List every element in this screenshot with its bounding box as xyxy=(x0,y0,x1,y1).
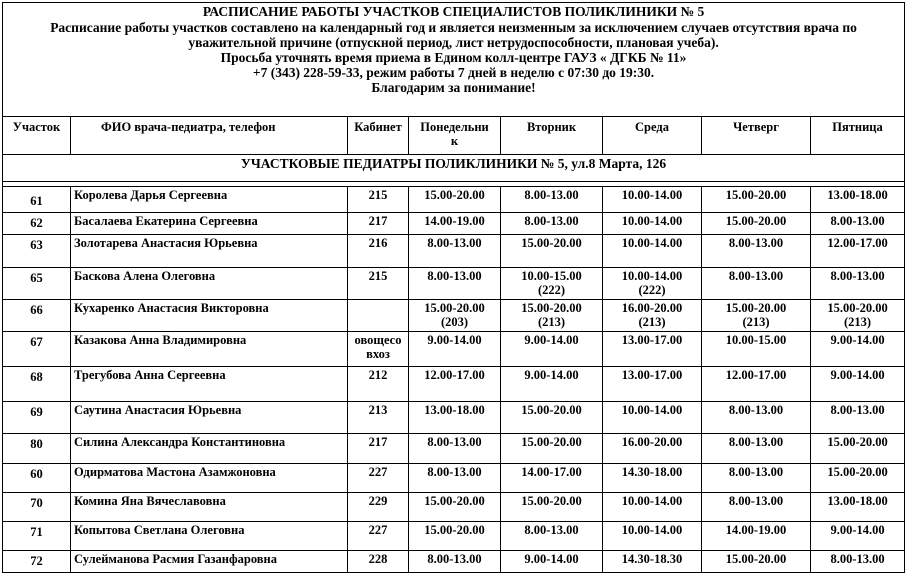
cell-uchastok-value: 61 xyxy=(30,194,43,208)
cell-kabinet-value: 228 xyxy=(368,552,388,566)
cell-mon-value: 15.00-20.00 xyxy=(424,188,485,202)
cell-fio xyxy=(71,551,348,573)
cell-wed-value: 10.00-14.00 xyxy=(621,236,683,250)
cell-mon-value: 8.00-13.00 xyxy=(427,435,482,449)
cell-tue-value-extra: (222) xyxy=(537,283,566,297)
cell-tue xyxy=(501,493,603,522)
cell-tue-value: 9.00-14.00 xyxy=(524,368,579,382)
cell-kabinet xyxy=(348,522,409,551)
cell-fri-value: 15.00-20.00 xyxy=(827,435,888,449)
cell-tue-value: 14.00-17.00 xyxy=(521,465,582,479)
cell-fri-value: 8.00-13.00 xyxy=(830,214,885,228)
cell-fio-value: Басалаева Екатерина Сергеевна xyxy=(74,214,258,228)
cell-thu xyxy=(702,551,811,573)
header-block xyxy=(3,3,905,117)
cell-fri-value: 8.00-13.00 xyxy=(830,552,885,566)
cell-thu-value: 12.00-17.00 xyxy=(725,368,787,382)
cell-mon-value: 12.00-17.00 xyxy=(424,368,485,382)
cell-mon-value: 8.00-13.00 xyxy=(427,269,482,283)
cell-thu xyxy=(702,187,811,213)
cell-fio-value: Баскова Алена Олеговна xyxy=(74,269,216,283)
cell-uchastok xyxy=(3,187,71,213)
cell-thu xyxy=(702,522,811,551)
cell-fio-value: Сулейманова Расмия Газанфаровна xyxy=(74,552,277,566)
cell-fio xyxy=(71,402,348,434)
cell-tue xyxy=(501,551,603,573)
cell-fri-value: 9.00-14.00 xyxy=(830,523,885,537)
schedule-sheet xyxy=(2,2,904,573)
column-header-row xyxy=(3,117,905,155)
cell-uchastok xyxy=(3,402,71,434)
cell-tue xyxy=(501,464,603,493)
cell-kabinet xyxy=(348,187,409,213)
cell-mon-value: 8.00-13.00 xyxy=(427,236,482,250)
cell-mon xyxy=(409,300,501,332)
cell-tue xyxy=(501,268,603,300)
cell-fio xyxy=(71,434,348,464)
cell-wed xyxy=(603,522,702,551)
cell-thu-value-extra: (213) xyxy=(742,315,770,329)
col-header-monday xyxy=(409,117,501,155)
cell-uchastok-value: 70 xyxy=(30,496,43,510)
cell-mon-value: 13.00-18.00 xyxy=(424,403,485,417)
cell-wed-value: 13.00-17.00 xyxy=(621,368,683,382)
cell-uchastok xyxy=(3,522,71,551)
cell-uchastok xyxy=(3,235,71,268)
cell-wed-value: 10.00-14.00 xyxy=(621,523,683,537)
cell-tue-value: 9.00-14.00 xyxy=(524,333,579,347)
cell-thu-value: 8.00-13.00 xyxy=(728,269,784,283)
cell-kabinet-value: 217 xyxy=(368,435,388,449)
cell-uchastok xyxy=(3,493,71,522)
cell-uchastok-value: 65 xyxy=(30,271,43,285)
cell-wed-value: 10.00-14.00 xyxy=(621,403,683,417)
cell-mon-value: 8.00-13.00 xyxy=(427,465,482,479)
cell-fio-value: Трегубова Анна Сергеевна xyxy=(74,368,226,382)
cell-fri-value-extra: (213) xyxy=(843,315,872,329)
col-header-wednesday: Среда xyxy=(603,117,702,155)
cell-kabinet-value: 227 xyxy=(368,523,388,537)
cell-mon xyxy=(409,402,501,434)
cell-uchastok xyxy=(3,300,71,332)
cell-wed xyxy=(603,235,702,268)
cell-fri-value: 9.00-14.00 xyxy=(830,333,885,347)
col-header-friday: Пятница xyxy=(811,117,905,155)
cell-uchastok-value: 63 xyxy=(30,238,43,252)
cell-fio-value: Золотарева Анастасия Юрьевна xyxy=(74,236,258,250)
cell-thu xyxy=(702,464,811,493)
cell-wed-value: 14.30-18.30 xyxy=(621,552,683,566)
cell-kabinet xyxy=(348,332,409,367)
cell-kabinet-value: 212 xyxy=(368,368,388,382)
cell-mon xyxy=(409,493,501,522)
table-row xyxy=(3,332,905,367)
cell-tue-value: 8.00-13.00 xyxy=(524,523,579,537)
page-title: РАСПИСАНИЕ РАБОТЫ УЧАСТКОВ СПЕЦИАЛИСТОВ ПОЛИКЛИНИКИ № 5 xyxy=(202,4,705,19)
cell-fri xyxy=(811,187,905,213)
cell-kabinet-value-extra: вхоз xyxy=(366,347,390,361)
cell-kabinet xyxy=(348,402,409,434)
col-header-fio: ФИО врача-педиатра, телефон xyxy=(71,117,348,155)
cell-tue xyxy=(501,213,603,235)
cell-mon xyxy=(409,434,501,464)
cell-tue-value: 15.00-20.00 xyxy=(521,435,582,449)
cell-fri xyxy=(811,332,905,367)
cell-thu xyxy=(702,268,811,300)
cell-thu-value: 15.00-20.00 xyxy=(725,188,787,202)
table-row xyxy=(3,551,905,573)
cell-fio-value: Одирматова Мастона Азамжоновна xyxy=(74,465,276,479)
cell-uchastok-value: 69 xyxy=(30,405,43,419)
cell-fio xyxy=(71,213,348,235)
cell-fio-value: Саутина Анастасия Юрьевна xyxy=(74,403,242,417)
cell-mon xyxy=(409,367,501,402)
cell-uchastok-value: 60 xyxy=(30,467,43,481)
cell-mon-value: 8.00-13.00 xyxy=(427,552,482,566)
cell-thu xyxy=(702,300,811,332)
cell-mon-value: 15.00-20.00 xyxy=(424,523,485,537)
cell-fio-value: Силина Александра Константиновна xyxy=(74,435,286,449)
cell-tue xyxy=(501,332,603,367)
cell-mon xyxy=(409,464,501,493)
cell-fri-value: 12.00-17.00 xyxy=(827,236,888,250)
cell-wed-value: 10.00-14.00 xyxy=(621,214,683,228)
cell-wed-value: 13.00-17.00 xyxy=(621,333,683,347)
table-row xyxy=(3,522,905,551)
col-header-tuesday: Вторник xyxy=(501,117,603,155)
cell-fri xyxy=(811,402,905,434)
cell-uchastok-value: 62 xyxy=(30,216,43,230)
cell-tue-value: 8.00-13.00 xyxy=(524,188,579,202)
cell-uchastok-value: 72 xyxy=(30,554,43,568)
cell-tue-value: 15.00-20.00 xyxy=(521,403,582,417)
cell-fio xyxy=(71,522,348,551)
cell-uchastok xyxy=(3,434,71,464)
cell-fri-value: 13.00-18.00 xyxy=(827,188,888,202)
cell-wed xyxy=(603,332,702,367)
cell-thu-value: 10.00-15.00 xyxy=(725,333,787,347)
cell-thu-value: 8.00-13.00 xyxy=(728,236,784,250)
cell-kabinet-value: 217 xyxy=(368,214,388,228)
cell-thu-value: 15.00-20.00 xyxy=(725,301,787,315)
cell-uchastok xyxy=(3,367,71,402)
table-row xyxy=(3,434,905,464)
cell-uchastok-value: 67 xyxy=(30,335,43,349)
table-row xyxy=(3,187,905,213)
cell-thu-value: 8.00-13.00 xyxy=(728,403,784,417)
cell-fri xyxy=(811,235,905,268)
cell-fio-value: Казакова Анна Владимировна xyxy=(74,333,247,347)
cell-thu xyxy=(702,367,811,402)
cell-fri-value: 9.00-14.00 xyxy=(830,368,885,382)
cell-fri-value: 15.00-20.00 xyxy=(827,301,888,315)
cell-fri-value: 13.00-18.00 xyxy=(827,494,888,508)
cell-wed-value: 16.00-20.00 xyxy=(621,301,683,315)
cell-fio xyxy=(71,493,348,522)
cell-tue xyxy=(501,300,603,332)
cell-mon-value: 9.00-14.00 xyxy=(427,333,482,347)
cell-uchastok-value: 80 xyxy=(30,437,43,451)
cell-thu-value: 8.00-13.00 xyxy=(728,494,784,508)
cell-fri xyxy=(811,213,905,235)
cell-thu xyxy=(702,493,811,522)
cell-tue-value: 15.00-20.00 xyxy=(521,494,582,508)
header-line: Благодарим за понимание! xyxy=(371,80,536,95)
cell-wed xyxy=(603,493,702,522)
cell-wed-value: 16.00-20.00 xyxy=(621,435,683,449)
cell-fio xyxy=(71,300,348,332)
cell-mon xyxy=(409,551,501,573)
cell-fio-value: Комина Яна Вячеславовна xyxy=(74,494,226,508)
table-row xyxy=(3,402,905,434)
cell-fri xyxy=(811,434,905,464)
col-header-uchastok: Участок xyxy=(3,117,71,155)
cell-fri-value: 8.00-13.00 xyxy=(830,269,885,283)
cell-fri xyxy=(811,522,905,551)
cell-wed-value: 10.00-14.00 xyxy=(621,188,683,202)
cell-kabinet xyxy=(348,493,409,522)
col-header-monday-b: к xyxy=(450,134,459,148)
cell-kabinet xyxy=(348,268,409,300)
cell-mon xyxy=(409,235,501,268)
cell-thu-value: 8.00-13.00 xyxy=(728,435,784,449)
table-row xyxy=(3,235,905,268)
cell-uchastok xyxy=(3,213,71,235)
cell-mon xyxy=(409,332,501,367)
cell-kabinet xyxy=(348,551,409,573)
cell-tue xyxy=(501,235,603,268)
cell-kabinet-value: 215 xyxy=(368,188,388,202)
table-row xyxy=(3,367,905,402)
cell-kabinet-value: 216 xyxy=(368,236,388,250)
cell-mon xyxy=(409,268,501,300)
cell-kabinet xyxy=(348,367,409,402)
cell-kabinet-value: овощесо xyxy=(354,333,402,347)
cell-tue-value-extra: (213) xyxy=(537,315,566,329)
cell-mon-value: 14.00-19.00 xyxy=(424,214,485,228)
cell-fri xyxy=(811,268,905,300)
cell-tue xyxy=(501,187,603,213)
cell-uchastok xyxy=(3,551,71,573)
cell-kabinet-value: 215 xyxy=(368,269,388,283)
cell-wed-value-extra: (222) xyxy=(638,283,666,297)
cell-uchastok xyxy=(3,464,71,493)
cell-tue-value: 15.00-20.00 xyxy=(521,236,582,250)
table-row xyxy=(3,213,905,235)
cell-thu-value: 15.00-20.00 xyxy=(725,552,787,566)
cell-fri-value: 15.00-20.00 xyxy=(827,465,888,479)
cell-fio xyxy=(71,235,348,268)
header-line: уважительной причине (отпускной период, лист нетрудоспособности, плановая учеба). xyxy=(188,35,719,50)
cell-fri-value: 8.00-13.00 xyxy=(830,403,885,417)
cell-wed-value: 10.00-14.00 xyxy=(621,269,683,283)
cell-thu-value: 8.00-13.00 xyxy=(728,465,784,479)
col-header-kabinet: Кабинет xyxy=(348,117,409,155)
header-line: +7 (343) 228-59-33, режим работы 7 дней в неделю с 07:30 до 19:30. xyxy=(252,65,655,80)
cell-tue-value: 9.00-14.00 xyxy=(524,552,579,566)
cell-wed xyxy=(603,268,702,300)
cell-fio xyxy=(71,464,348,493)
cell-uchastok-value: 66 xyxy=(30,303,43,317)
section-title: УЧАСТКОВЫЕ ПЕДИАТРЫ ПОЛИКЛИНИКИ № 5, ул.8 Марта, 126 xyxy=(3,155,905,182)
cell-uchastok xyxy=(3,332,71,367)
cell-tue xyxy=(501,402,603,434)
cell-fio xyxy=(71,367,348,402)
cell-thu-value: 15.00-20.00 xyxy=(725,214,787,228)
cell-kabinet xyxy=(348,213,409,235)
cell-kabinet-value: 213 xyxy=(368,403,388,417)
cell-kabinet-value: 229 xyxy=(368,494,388,508)
table-row xyxy=(3,268,905,300)
cell-kabinet xyxy=(348,235,409,268)
cell-mon xyxy=(409,187,501,213)
header-line: Просьба уточнять время приема в Едином колл-центре ГАУЗ « ДГКБ № 11» xyxy=(220,50,687,65)
cell-fri xyxy=(811,367,905,402)
section-row xyxy=(3,155,905,182)
cell-mon xyxy=(409,213,501,235)
table-row xyxy=(3,464,905,493)
cell-uchastok-value: 71 xyxy=(30,525,43,539)
cell-fio-value: Королева Дарья Сергеевна xyxy=(74,188,228,202)
cell-fri xyxy=(811,551,905,573)
cell-uchastok xyxy=(3,268,71,300)
cell-wed xyxy=(603,434,702,464)
cell-tue xyxy=(501,522,603,551)
cell-tue-value: 10.00-15.00 xyxy=(521,269,582,283)
table-row xyxy=(3,493,905,522)
cell-thu-value: 14.00-19.00 xyxy=(725,523,787,537)
cell-mon xyxy=(409,522,501,551)
cell-kabinet xyxy=(348,300,409,332)
table-row xyxy=(3,300,905,332)
col-header-monday-a: Понедельни xyxy=(420,120,489,134)
cell-wed xyxy=(603,187,702,213)
cell-wed xyxy=(603,300,702,332)
cell-fio xyxy=(71,268,348,300)
cell-kabinet-value: 227 xyxy=(368,465,388,479)
cell-fri xyxy=(811,300,905,332)
cell-mon-value-extra: (203) xyxy=(440,315,469,329)
header-line: Расписание работы участков составлено на календарный год и является неизменным за исключением случаев отсутствия врача по xyxy=(50,20,857,35)
cell-fio xyxy=(71,187,348,213)
cell-thu xyxy=(702,332,811,367)
cell-fio-value: Копытова Светлана Олеговна xyxy=(74,523,245,537)
cell-tue xyxy=(501,367,603,402)
cell-mon-value: 15.00-20.00 xyxy=(424,494,485,508)
cell-mon-value: 15.00-20.00 xyxy=(424,301,485,315)
cell-wed xyxy=(603,551,702,573)
cell-wed xyxy=(603,367,702,402)
cell-fri xyxy=(811,493,905,522)
cell-wed-value-extra: (213) xyxy=(638,315,666,329)
cell-kabinet xyxy=(348,434,409,464)
cell-uchastok-value: 68 xyxy=(30,370,43,384)
schedule-table xyxy=(2,2,905,573)
cell-thu xyxy=(702,213,811,235)
cell-kabinet xyxy=(348,464,409,493)
cell-thu xyxy=(702,402,811,434)
col-header-thursday: Четверг xyxy=(702,117,811,155)
cell-fio-value: Кухаренко Анастасия Викторовна xyxy=(74,301,269,315)
cell-fio xyxy=(71,332,348,367)
cell-wed xyxy=(603,464,702,493)
cell-wed-value: 14.30-18.00 xyxy=(621,465,683,479)
cell-thu xyxy=(702,434,811,464)
cell-tue-value: 8.00-13.00 xyxy=(524,214,579,228)
cell-wed-value: 10.00-14.00 xyxy=(621,494,683,508)
cell-tue xyxy=(501,434,603,464)
cell-thu xyxy=(702,235,811,268)
cell-tue-value: 15.00-20.00 xyxy=(521,301,582,315)
cell-wed xyxy=(603,213,702,235)
cell-wed xyxy=(603,402,702,434)
cell-fri xyxy=(811,464,905,493)
